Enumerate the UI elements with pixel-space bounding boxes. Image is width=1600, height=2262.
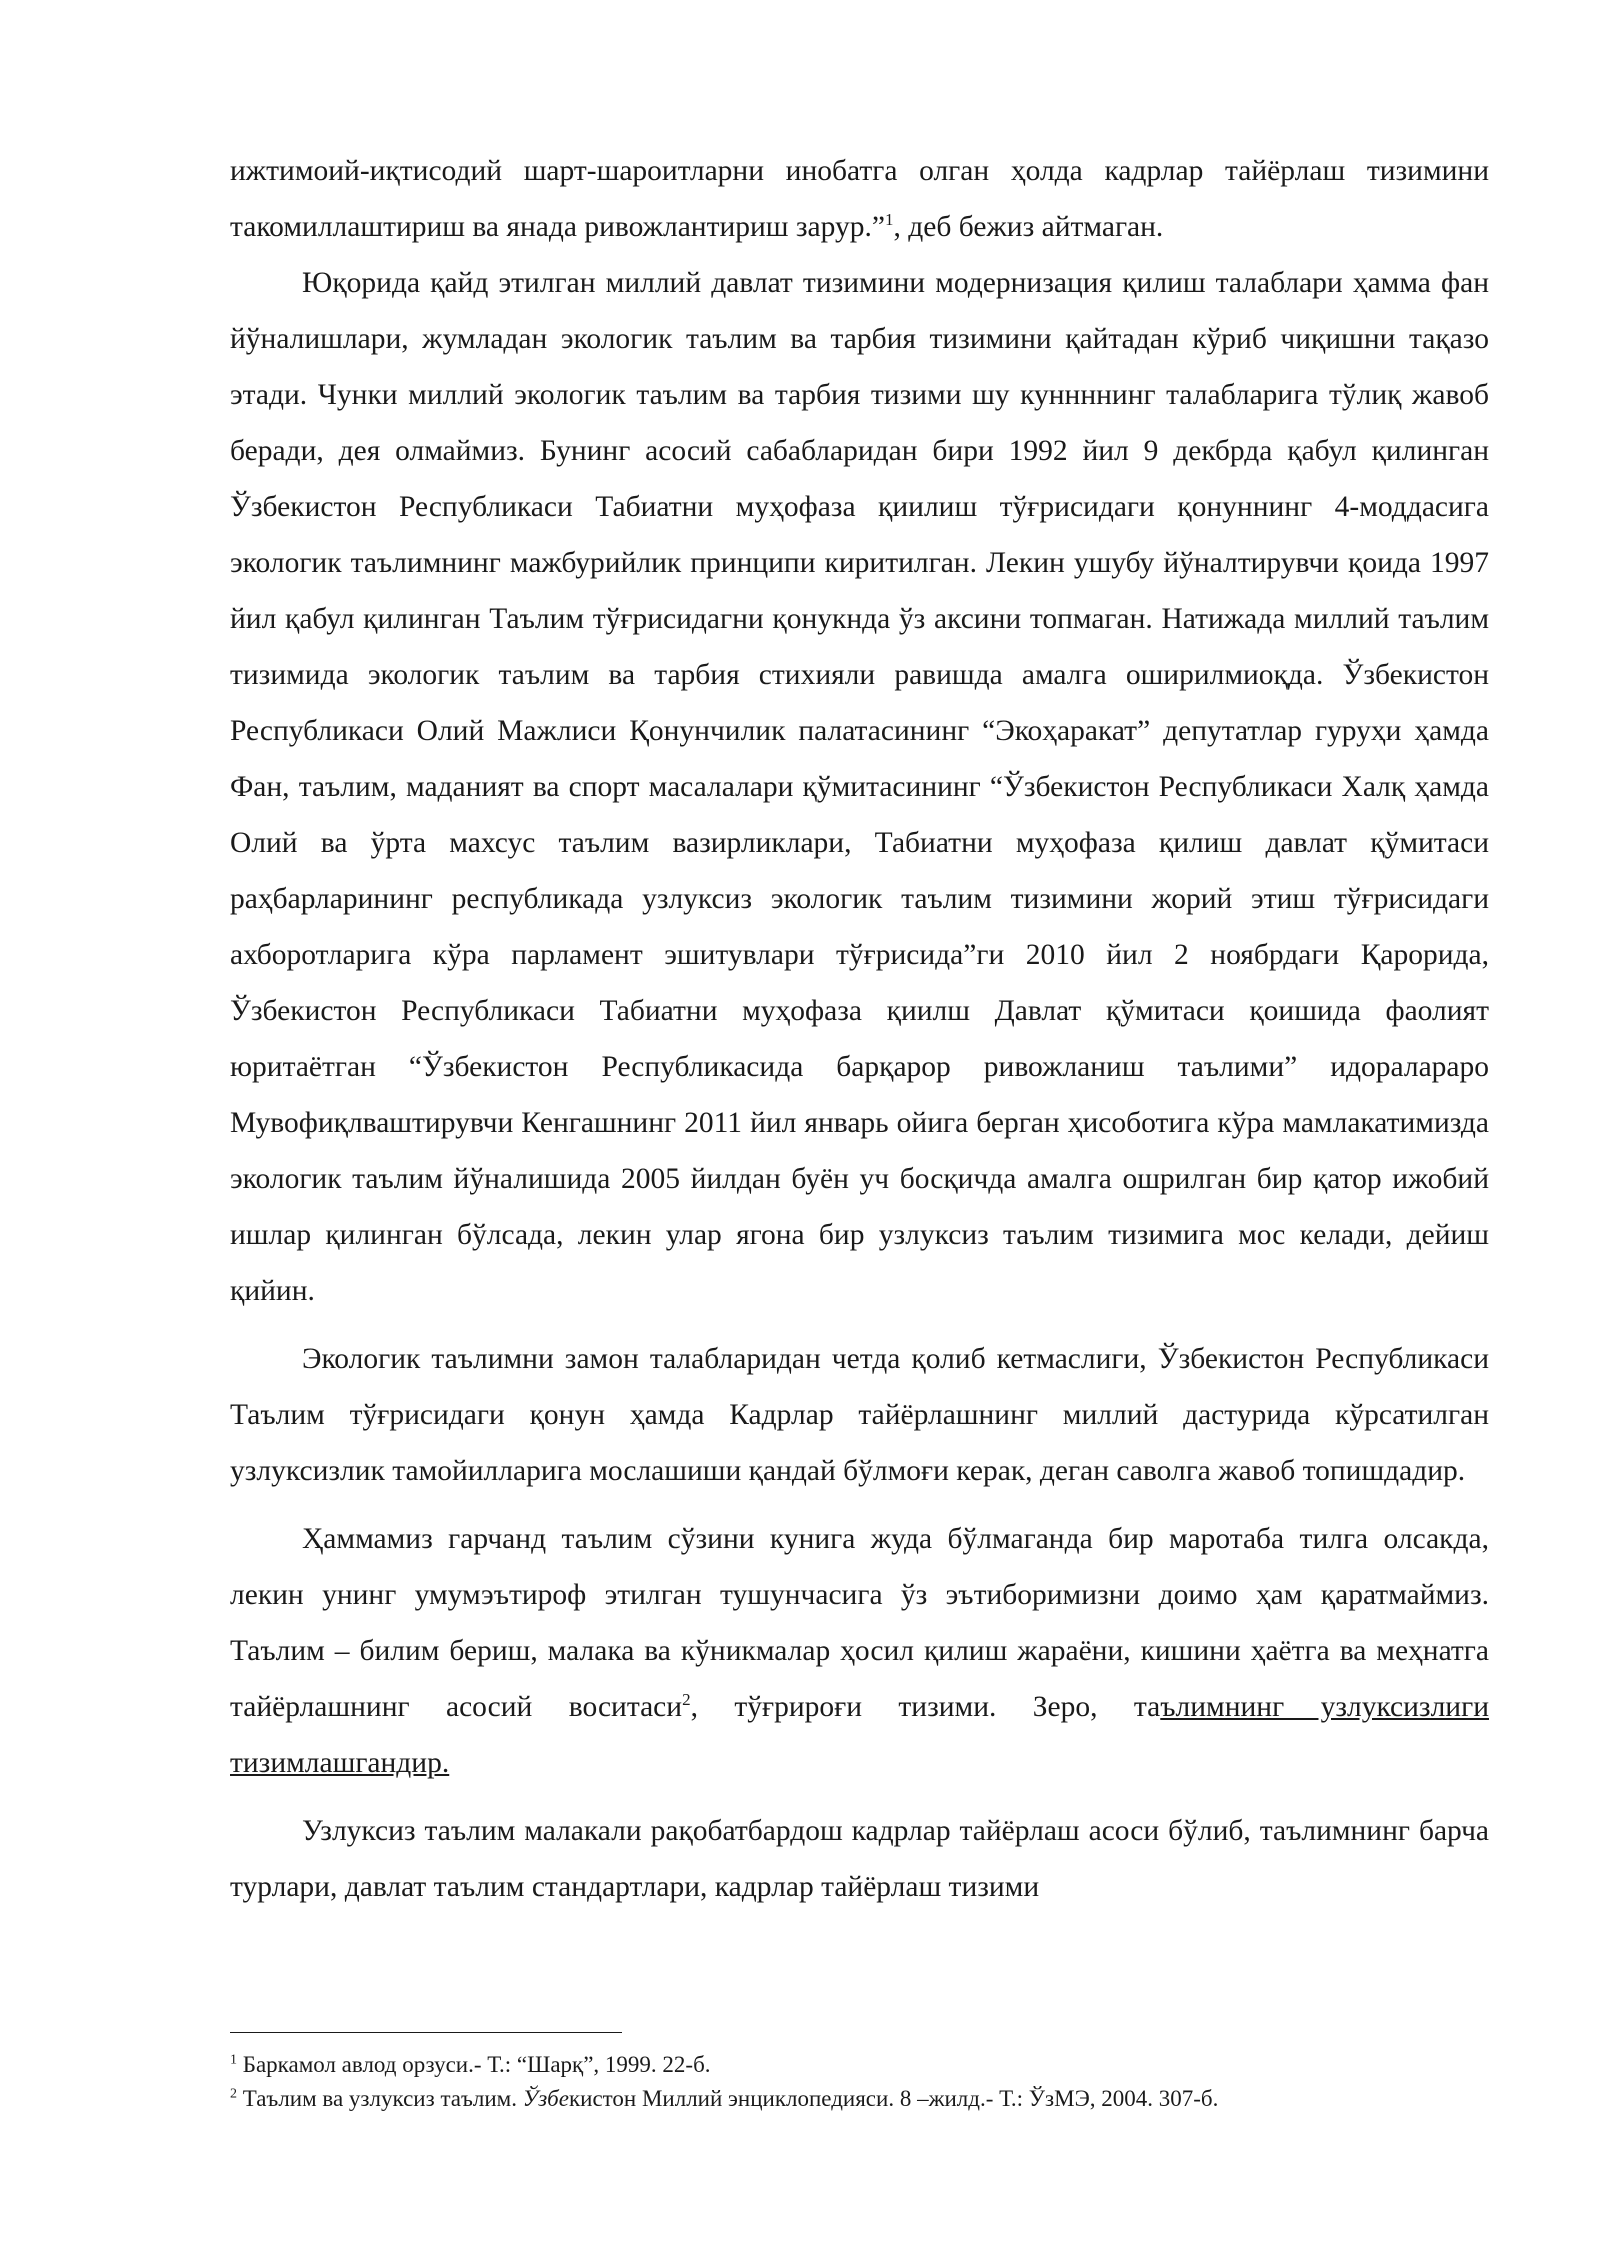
footnote-1-number: 1 [230,2052,237,2068]
paragraph-3: Экологик таълимни замон талабларидан четда қолиб кетмаслиги, Ўзбекистон Республикаси Таълим тўғрисидаги қонун ҳамда Кадрлар тайёрлашнинг миллий дастурида кўрсатилган узлуксизлик тамойилларига мослашиши қандай бўлмоғи керак, деган саволга жавоб топишдадир. [230,1343,1489,1487]
footnote-separator [230,2032,622,2033]
footnote-ref-1[interactable]: 1 [884,210,894,230]
body-text [230,143,1489,1915]
paragraph-1-text-end: , деб бежиз айтмаган. [893,211,1164,243]
footnote-1 [230,2048,1489,2082]
paragraph-4-text: Ҳаммамиз гарчанд таълим сўзини кунига жуда бўлмаганда бир маротаба тилга олсакда, лекин унинг умумэътироф этилган тушунчасига ўз эътиборимизни доимо ҳам қаратмаймиз. Таълим – билим бериш, малака ва кўникмалар ҳосил қилиш жараёни, кишини ҳаётга ва меҳнатга тайёрлашнинг асосий воситаси [230,1523,1489,1723]
paragraph-1-text: ижтимоий-иқтисодий шарт-шароитларни инобатга олган ҳолда кадрлар тайёрлаш тизимини такомиллаштириш ва янада ривожлантириш зарур.” [230,155,1489,243]
paragraph-2: Юқорида қайд этилган миллий давлат тизимини модернизация қилиш талаблари ҳамма фан йўналишлари, жумладан экологик таълим ва тарбия тизимини қайтадан кўриб чиқишни тақазо этади. Чунки миллий экологик таълим ва тарбия тизими шу куннннинг талабларига тўлиқ жавоб беради, дея олмаймиз. Бунинг асосий сабабларидан бири 1992 йил 9 декбрда қабул қилинган Ўзбекистон Республикаси Табиатни муҳофаза қиилиш тўғрисидаги қонуннинг 4-моддасига экологик таълимнинг мажбурийлик принципи киритилган. Лекин ушубу йўналтирувчи қоида 1997 йил қабул қилинган Таълим тўғрисидагни қонукнда ўз аксини топмаган. Натижада миллий таълим тизимида экологик таълим ва тарбия стихияли равишда амалга оширилмиоқда. Ўзбекистон Республикаси Олий Мажлиси Қонунчилик палатасининг “Экоҳаракат” депутатлар гуруҳи ҳамда Фан, таълим, маданият ва спорт масалалари қўмитасининг “Ўзбекистон Республикаси Халқ ҳамда Олий ва ўрта махсус таълим вазирликлари, Табиатни муҳофаза қилиш давлат қўмитаси раҳбарларининг республикада узлуксиз экологик таълим тизимини жорий этиш тўғрисидаги ахборотларига кўра парламент эшитувлари тўғрисида”ги 2010 йил 2 ноябрдаги Қарорида, Ўзбекистон Республикаси Табиатни муҳофаза қиилш Давлат қўмитаси қоишида фаолият юритаётган “Ўзбекистон Республикасида барқарор ривожланиш таълими” идоралараро Мувофиқлваштирувчи Кенгашнинг 2011 йил январь ойига берган ҳисоботига кўра мамлакатимизда экологик таълим йўналишида 2005 йилдан буён уч босқичда амалга ошрилган бир қатор ижобий ишлар қилинган бўлсада, лекин улар ягона бир узлуксиз таълим тизимига мос келади, дейиш қийин. [230,267,1489,1307]
paragraph-4-underlined-text: ълимнинг узлуксизлиги тизимлашгандир. [230,1691,1489,1779]
footnote-2-italic-text: Ўзбе [522,2086,569,2111]
footnote-2-number: 2 [230,2086,237,2102]
paragraph-4 [230,1511,1489,1791]
footnote-1-text: Баркамол авлод орзуси.- Т.: “Шарқ”, 1999. 22-б. [237,2052,711,2077]
footnotes [230,2048,1489,2116]
paragraph-4-text-mid: , тўғрироғи тизими. Зеро, та [690,1691,1161,1723]
footnote-2 [230,2082,1489,2116]
footnote-ref-2[interactable]: 2 [682,1690,691,1710]
paragraph-1 [230,143,1489,255]
paragraph-5: Узлуксиз таълим малакали рақобатбардош кадрлар тайёрлаш асоси бўлиб, таълимнинг барча турлари, давлат таълим стандартлари, кадрлар тайёрлаш тизими [230,1815,1489,1903]
footnote-2-text: Таълим ва узлуксиз таълим. [237,2086,523,2111]
footnote-2-text-end: кистон Миллий энциклопедияси. 8 –жилд.- Т.: ЎзМЭ, 2004. 307-б. [568,2086,1219,2111]
